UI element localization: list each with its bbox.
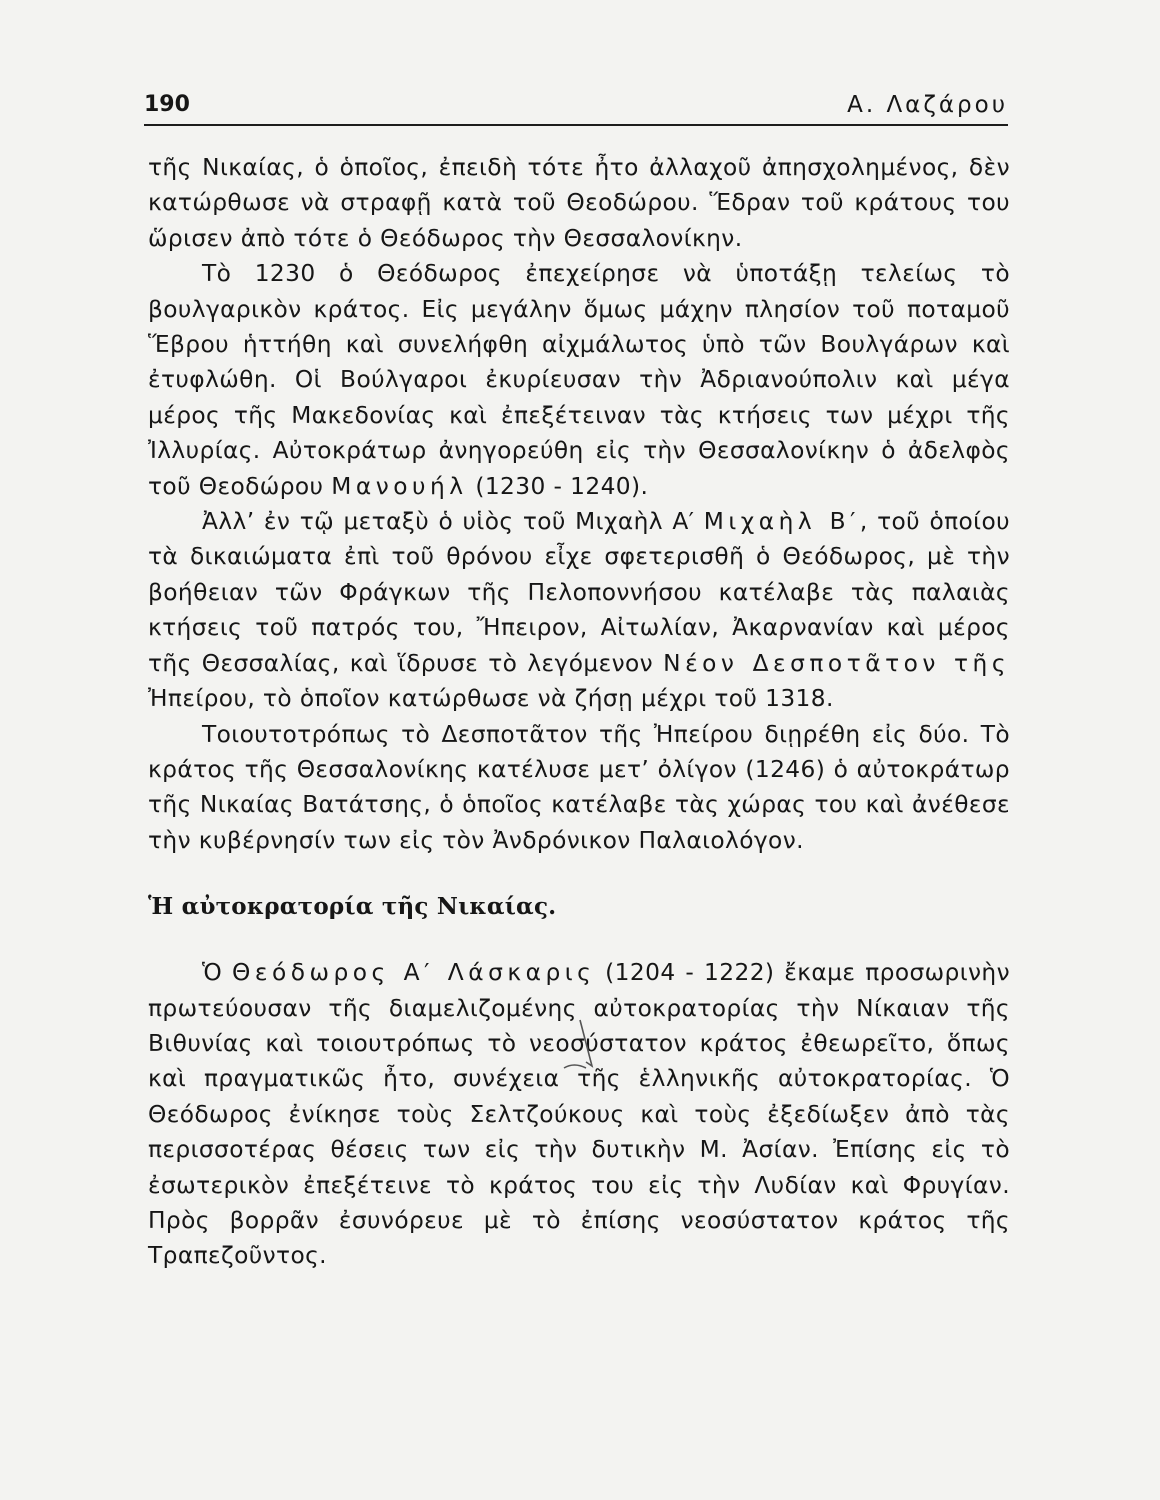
- spaced-term-despotate: Νέον Δεσποτᾶτον τῆς: [663, 649, 1010, 677]
- pencil-annotation-mark: [556, 1018, 604, 1076]
- paragraph-1: τῆς Νικαίας, ὁ ὁποῖος, ἐπειδὴ τότε ἦτο ἀλλαχοῦ ἀπησχολημένος, δὲν κατώρθωσε νὰ στραφῇ κατὰ τοῦ Θεοδώρου. Ἕδραν τοῦ κράτους του ὥρισεν ἀπὸ τότε ὁ Θεόδωρος τὴν Θεσσαλονίκην.: [148, 154, 1010, 252]
- paragraph-5-text: (1204 - 1222) ἔκαμε προσωρινὴν πρωτεύουσαν τῆς διαμελιζομένης αὐτοκρατορίας τὴν Νίκαιαν τῆς Βιθυνίας καὶ τοιουτρόπως τὸ νεοσύστατον κράτος ἐθεωρεῖτο, ὅπως καὶ πραγματικῶς ἦτο, συνέχεια τῆς ἑλληνικῆς αὐτοκρατορίας. Ὁ Θεόδωρος ἐνίκησε τοὺς Σελτζούκους καὶ τοὺς ἐξεδίωξεν ἀπὸ τὰς περισσοτέρας θέσεις των εἰς τὴν δυτικὴν Μ. Ἀσίαν. Ἐπίσης εἰς τὸ ἐσωτερικὸν ἐπεξέτεινε τὸ κράτος του εἰς τὴν Λυδίαν καὶ Φρυγίαν. Πρὸς βορρᾶν ἐσυνόρευε μὲ τὸ ἐπίσης νεοσύστατον κράτος τῆς Τραπεζοῦντος.: [148, 959, 1011, 1270]
- running-head-author: Α. Λαζάρου: [847, 92, 1008, 118]
- header-rule: [144, 124, 1008, 126]
- paragraph-5: [148, 955, 1010, 1274]
- page-number: 190: [144, 92, 190, 117]
- paragraph-2: [148, 256, 1010, 504]
- section-heading: Ἡ αὐτοκρατορία τῆς Νικαίας.: [148, 893, 557, 921]
- paragraph-5-article: Ὁ: [202, 959, 223, 987]
- paragraph-3-text-a: Ἀλλ’ ἐν τῷ μεταξὺ ὁ υἱὸς τοῦ Μιχαὴλ Α′: [202, 508, 695, 536]
- paragraph-2-text: Τὸ 1230 ὁ Θεόδωρος ἐπεχείρησε νὰ ὑποτάξῃ τελείως τὸ βουλγαρικὸν κράτος. Εἰς μεγάλην ὅμως μάχην πλησίον τοῦ ποταμοῦ Ἕβρου ἡττήθη καὶ συνελήφθη αἰχμάλωτος ὑπὸ τῶν Βουλγάρων καὶ ἐτυφλώθη. Οἱ Βούλγαροι ἐκυρίευσαν τὴν Ἀδριανούπολιν καὶ μέγα μέρος τῆς Μακεδονίας καὶ ἐπεξέτειναν τὰς κτήσεις των μέχρι τῆς Ἰλλυρίας. Αὐτοκράτωρ ἀνηγορεύθη εἰς τὴν Θεσσαλονίκην ὁ ἀδελφὸς τοῦ Θεοδώρου: [148, 260, 1010, 500]
- paragraph-3-text-b: , τοῦ ὁποίου τὰ δικαιώματα ἐπὶ τοῦ θρόνου εἶχε σφετερισθῆ ὁ Θεόδωρος, μὲ τὴν βοήθειαν τῶν Φράγκων τῆς Πελοποννήσου κατέλαβε τὰς παλαιὰς κτήσεις τοῦ πατρός του, Ἤπειρον, Αἰτωλίαν, Ἀκαρνανίαν καὶ μέρος τῆς Θεσσαλίας, καὶ ἵδρυσε τὸ λεγόμενον: [148, 508, 1010, 677]
- paragraph-2-dates: (1230 - 1240).: [475, 472, 649, 500]
- paragraph-3: [148, 504, 1010, 716]
- paragraph-4: Τοιουτοτρόπως τὸ Δεσποτᾶτον τῆς Ἠπείρου διῃρέθη εἰς δύο. Τὸ κράτος τῆς Θεσσαλονίκης κατέλυσε μετ’ ὀλίγον (1246) ὁ αὐτοκράτωρ τῆς Νικαίας Βατάτσης, ὁ ὁποῖος κατέλαβε τὰς χώρας του καὶ ἀνέθεσε τὴν κυβέρνησίν των εἰς τὸν Ἀνδρόνικον Παλαιολόγον.: [148, 720, 1010, 854]
- spaced-name-michael-b: Μιχαὴλ Β′: [703, 508, 860, 536]
- spaced-name-manouil: Μανουήλ: [331, 472, 468, 500]
- spaced-name-theodore-laskaris: Θεόδωρος Α′ Λάσκαρις: [232, 959, 596, 987]
- body-text: [148, 150, 1010, 1274]
- paragraph-3-text-c: Ἠπείρου, τὸ ὁποῖον κατώρθωσε νὰ ζήσῃ μέχρι τοῦ 1318.: [148, 685, 834, 713]
- page-header: [144, 86, 1008, 126]
